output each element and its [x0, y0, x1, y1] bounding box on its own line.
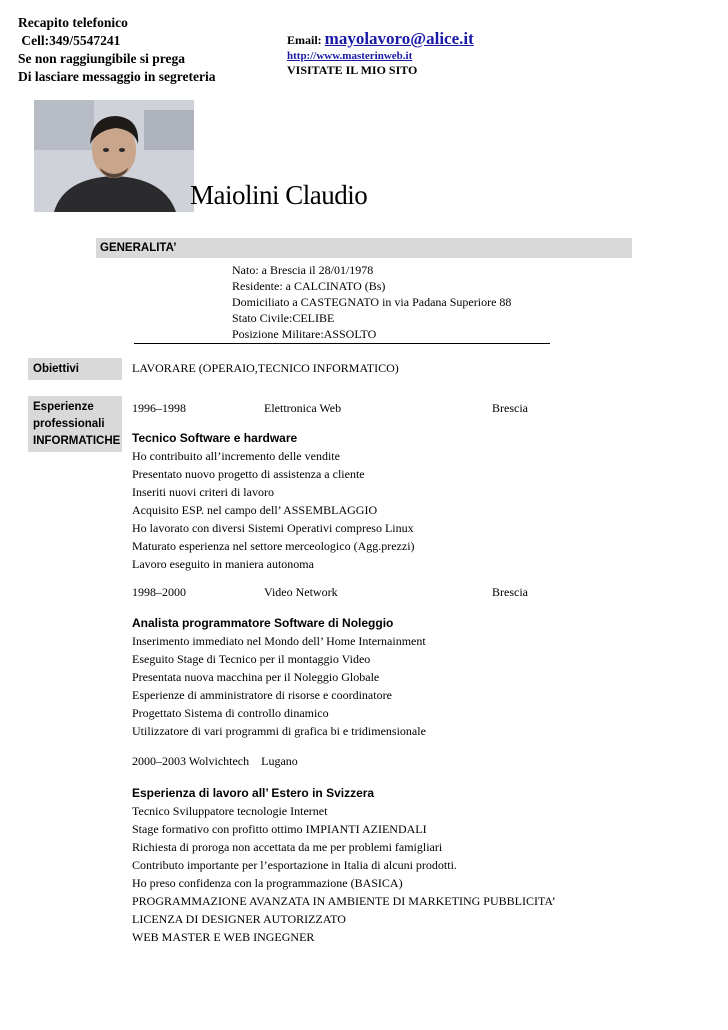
detail-line: Domiciliato a CASTEGNATO in via Padana Superiore 88: [232, 295, 512, 309]
list-item: WEB MASTER E WEB INGEGNER: [132, 930, 315, 944]
list-item: Ho contribuito all’incremento delle vendite: [132, 449, 340, 463]
list-item: Presentata nuova macchina per il Noleggio Globale: [132, 670, 380, 684]
email-label: Email:: [287, 33, 322, 47]
job-company: Video Network: [264, 585, 338, 599]
contact-line: Se non raggiungibile si prega: [18, 51, 186, 66]
list-item: Utilizzatore di vari programmi di grafica bi e tridimensionale: [132, 724, 426, 738]
job-period: 2000–2003 Wolvichtech Lugano: [132, 754, 298, 768]
list-item: Inserimento immediato nel Mondo dell’ Home Internainment: [132, 634, 426, 648]
detail-line: Stato Civile:CELIBE: [232, 311, 335, 325]
esperienze-label: Esperienze professionali INFORMATICHE: [28, 396, 122, 452]
detail-line: Residente: a CALCINATO (Bs): [232, 279, 386, 293]
job-city: Brescia: [492, 585, 528, 599]
section-divider: [134, 343, 550, 344]
list-item: Presentato nuovo progetto di assistenza a cliente: [132, 467, 365, 481]
contact-line: Di lasciare messaggio in segreteria: [18, 69, 216, 84]
list-item: Ho lavorato con diversi Sistemi Operativi compreso Linux: [132, 521, 414, 535]
list-item: Contributo importante per l’esportazione in Italia di alcuni prodotti.: [132, 858, 457, 872]
list-item: LICENZA DI DESIGNER AUTORIZZATO: [132, 912, 346, 926]
email-block: [287, 30, 474, 77]
candidate-name: Maiolini Claudio: [190, 180, 368, 210]
list-item: Progettato Sistema di controllo dinamico: [132, 706, 329, 720]
job-title: Tecnico Software e hardware: [132, 431, 298, 445]
generalita-heading: GENERALITA’: [96, 238, 632, 258]
website-link[interactable]: http://www.masterinweb.it: [287, 50, 413, 62]
list-item: Lavoro eseguito in maniera autonoma: [132, 557, 314, 571]
list-item: Eseguito Stage di Tecnico per il montaggio Video: [132, 652, 371, 666]
job-duties: [132, 447, 415, 573]
list-item: Ho preso confidenza con la programmazione (BASICA): [132, 876, 403, 890]
list-item: Esperienze di amministratore di risorse e coordinatore: [132, 688, 392, 702]
job-period: 1996–1998: [132, 401, 186, 415]
detail-line: Nato: a Brescia il 28/01/1978: [232, 263, 374, 277]
job-duties: [132, 632, 426, 740]
detail-line: Posizione Militare:ASSOLTO: [232, 327, 377, 341]
person-photo-icon: [34, 100, 194, 212]
job-city: Brescia: [492, 401, 528, 415]
profile-photo: [34, 100, 194, 212]
list-item: Acquisito ESP. nel campo dell’ ASSEMBLAGGIO: [132, 503, 378, 517]
job-title: Esperienza di lavoro all’ Estero in Svizzera: [132, 786, 375, 800]
list-item: Stage formativo con profitto ottimo IMPIANTI AZIENDALI: [132, 822, 427, 836]
job-title: Analista programmatore Software di Noleggio: [132, 616, 394, 630]
obiettivi-label: Obiettivi: [28, 358, 122, 380]
contact-block: [18, 14, 215, 86]
generalita-details: [232, 262, 511, 342]
obiettivi-text: LAVORARE (OPERAIO,TECNICO INFORMATICO): [132, 361, 399, 375]
list-item: Inseriti nuovi criteri di lavoro: [132, 485, 274, 499]
contact-line: Recapito telefonico: [18, 15, 128, 30]
job-company: Elettronica Web: [264, 401, 342, 415]
email-link[interactable]: mayolavoro@alice.it: [324, 29, 474, 48]
visit-site-text: VISITATE IL MIO SITO: [287, 63, 418, 77]
job-duties: [132, 802, 556, 946]
list-item: Tecnico Sviluppatore tecnologie Internet: [132, 804, 328, 818]
list-item: Maturato esperienza nel settore merceologico (Agg.prezzi): [132, 539, 415, 553]
list-item: Richiesta di proroga non accettata da me per problemi famigliari: [132, 840, 443, 854]
contact-line: Cell:349/5547241: [18, 33, 121, 48]
job-period: 1998–2000: [132, 585, 186, 599]
list-item: PROGRAMMAZIONE AVANZATA IN AMBIENTE DI MARKETING PUBBLICITA’: [132, 894, 556, 908]
